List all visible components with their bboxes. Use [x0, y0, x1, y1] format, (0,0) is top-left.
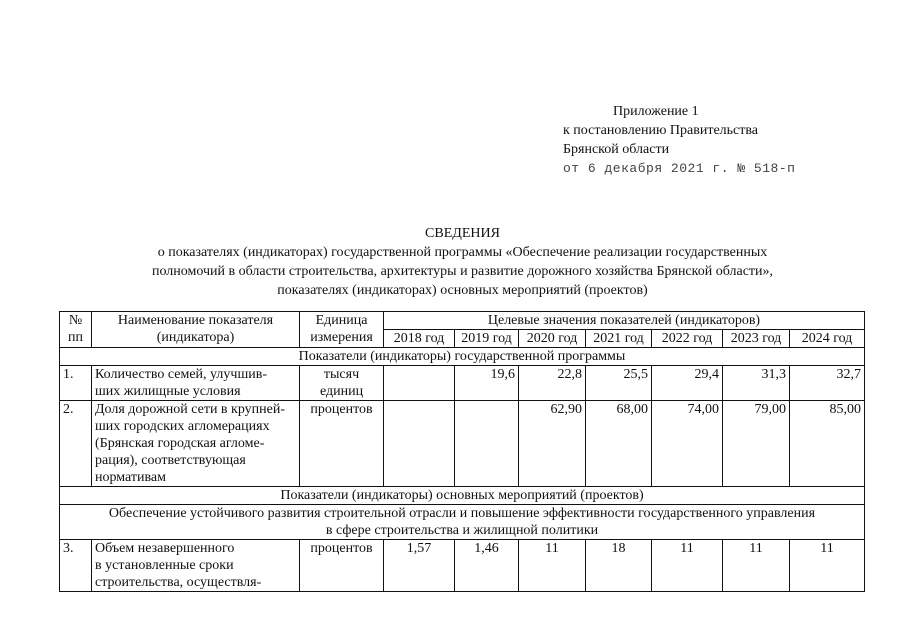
header-year: 2023 год [723, 330, 790, 348]
appendix-title: Приложение 1 [613, 104, 699, 119]
row-num: 2. [60, 401, 92, 487]
title-line-2: полномочий в области строительства, архитектуры и развитие дорожного хозяйства Брянской области», [151, 264, 774, 279]
section-main-activities: Показатели (индикаторы) основных мероприятий (проектов) [60, 487, 865, 505]
row-value: 22,8 [519, 366, 586, 401]
appendix-block [563, 102, 795, 178]
row-value [384, 401, 455, 487]
row-value: 19,6 [455, 366, 519, 401]
header-unit: Единица измерения [300, 312, 384, 348]
header-year: 2022 год [652, 330, 723, 348]
header-target-values: Целевые значения показателей (индикаторов) [384, 312, 865, 330]
appendix-region: Брянской области [563, 142, 670, 157]
header-year: 2020 год [519, 330, 586, 348]
row-value: 32,7 [790, 366, 865, 401]
row-unit: процентов [300, 540, 384, 592]
title-line-3: показателях (индикаторах) основных мероприятий (проектов) [277, 283, 648, 298]
header-row-1 [60, 312, 865, 330]
row-value: 11 [519, 540, 586, 592]
row-name: Объем незавершенного в установленные сроки строительства, осуществля- [92, 540, 300, 592]
row-value: 1,57 [384, 540, 455, 592]
row-unit: процентов [300, 401, 384, 487]
row-value [455, 401, 519, 487]
row-value: 11 [790, 540, 865, 592]
header-num: № пп [60, 312, 92, 348]
document-title [60, 224, 865, 300]
table-row [60, 540, 865, 592]
header-year: 2024 год [790, 330, 865, 348]
appendix-decree: к постановлению Правительства [563, 123, 759, 138]
row-value: 29,4 [652, 366, 723, 401]
row-num: 3. [60, 540, 92, 592]
header-year: 2018 год [384, 330, 455, 348]
title-heading: СВЕДЕНИЯ [425, 226, 500, 241]
header-year: 2021 год [586, 330, 652, 348]
header-year: 2019 год [455, 330, 519, 348]
row-value: 85,00 [790, 401, 865, 487]
row-value: 1,46 [455, 540, 519, 592]
header-name: Наименование показателя (индикатора) [92, 312, 300, 348]
row-unit: тысяч единиц [300, 366, 384, 401]
title-line-1: о показателях (индикаторах) государственной программы «Обеспечение реализации государственных [157, 245, 768, 260]
table-row [60, 401, 865, 487]
row-value: 11 [723, 540, 790, 592]
row-value: 68,00 [586, 401, 652, 487]
row-value: 74,00 [652, 401, 723, 487]
row-value: 31,3 [723, 366, 790, 401]
row-value: 25,5 [586, 366, 652, 401]
subsection-construction: Обеспечение устойчивого развития строительной отрасли и повышение эффективности государственного управления в сфере строительства и жилищной политики [60, 505, 865, 540]
row-num: 1. [60, 366, 92, 401]
appendix-date-number: от 6 декабря 2021 г. № 518-п [563, 161, 796, 176]
subsection-row [60, 505, 865, 540]
row-value: 11 [652, 540, 723, 592]
row-value: 18 [586, 540, 652, 592]
section-state-program: Показатели (индикаторы) государственной программы [60, 348, 865, 366]
row-value: 62,90 [519, 401, 586, 487]
table-row [60, 366, 865, 401]
row-value [384, 366, 455, 401]
section-row [60, 348, 865, 366]
indicators-table [59, 311, 865, 592]
row-value: 79,00 [723, 401, 790, 487]
row-name: Доля дорожной сети в крупней- ших городских агломерациях (Брянская городская агломе- рация), соответствующая нормативам [92, 401, 300, 487]
row-name: Количество семей, улучшив- ших жилищные условия [92, 366, 300, 401]
section-row [60, 487, 865, 505]
